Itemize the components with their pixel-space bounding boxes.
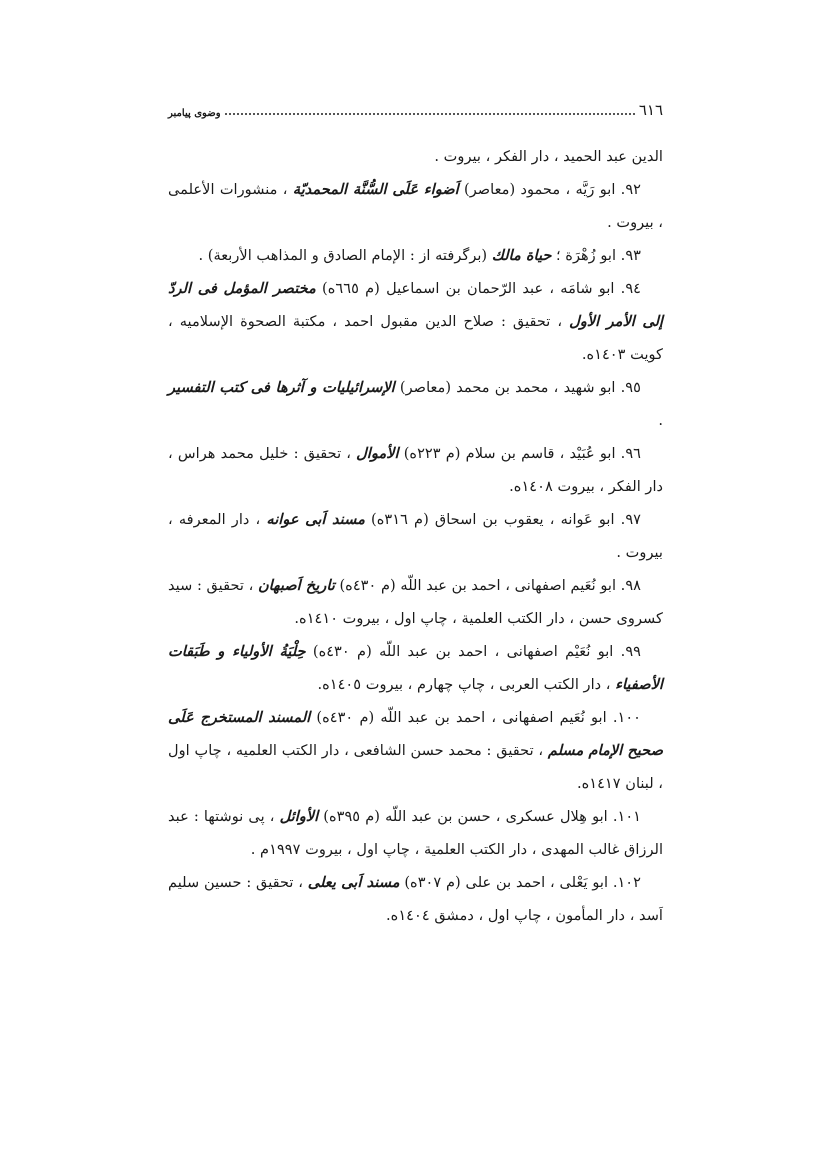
entry-book-title: مسند اَبی يعلى [307,874,400,891]
entry-details: ، تحقيق : محمد حسن الشافعی ، دار الكتب العلميه ، چاپ اول ، لبنان ۱٤۱۷ه. [168,742,663,792]
bibliography-entry [168,173,663,239]
bibliography-entry [168,569,663,635]
entry-details: ، دار المعرفه ، بيروت . [168,511,663,561]
entry-details: ، تحقيق : سيد كسروی حسن ، دار الكتب العلمية ، چاپ اول ، بيروت ۱٤۱۰ه. [168,577,663,627]
bibliography-entry [168,503,663,569]
bibliography-entry [168,800,663,866]
entry-text: ۹٤. ابو شامَه ، عبد الرّحمان بن اسماعيل (م ٦٦٥ه) [315,280,641,297]
entry-text: ۱۰۱. ابو هِلال عسكری ، حسن بن عبد اللّه (م ۳۹٥ه) [318,808,641,825]
bibliography-entry [168,437,663,503]
bibliography-entry [168,635,663,701]
leader-dots [225,113,635,115]
entry-text: ۹٥. ابو شهيد ، محمد بن محمد (معاصر) [394,379,641,396]
entry-details: ، منشورات الأعلمی ، بیروت . [168,181,663,231]
entry-details: ، تحقيق : حسين سليم اَسد ، دار المأمون ، چاپ اول ، دمشق ۱٤۰٤ه. [168,874,663,924]
entry-details: . [658,412,663,429]
entry-text: ۹۸. ابو نُعَيم اصفهانی ، احمد بن عبد اللّه (م ٤۳۰ه) [334,577,641,594]
bibliography-entry [168,866,663,932]
entry-book-title: اَضواء عَلَى السُّنَّة المحمديّة [292,181,459,198]
entry-text: ۹۹. ابو نُعَيْم اصفهانی ، احمد بن عبد اللّه (م ٤۳۰ه) [305,643,641,660]
page-number: ٦١٦ [638,101,663,119]
entry-text: ۱۰۲. ابو يَعْلى ، احمد بن علی (م ۳۰۷ه) [399,874,641,891]
entry-book-title: الأوائل [279,808,319,825]
entry-text: ۹۳. ابو زُهْرَة ؛ [551,247,641,264]
bibliography-entry [168,272,663,371]
entry-book-title: المسند المستخرج عَلَى صحيح الإمام مسلم [168,709,663,759]
entry-book-title: حِلْيَةُ الأولياء و طَبَقات الأصفياء [168,643,663,693]
running-title: وضوی پیامبر [168,108,221,119]
entry-text: ۱۰۰. ابو نُعَيم اصفهانی ، احمد بن عبد اللّه (م ٤۳۰ه) [310,709,642,726]
entry-book-title: مختصر المؤمل فی الردّ إلی الأمر الأول [168,280,663,330]
entry-book-title: الأموال [356,445,399,462]
entry-book-title: مسند اَبی عوانه [266,511,365,528]
bibliography-entry [168,371,663,437]
entry-book-title: تاريخ اَصبهان [257,577,335,594]
bibliography-entry-91-continuation [168,140,663,173]
entry-text: الدين عبد الحميد ، دار الفكر ، بيروت . [434,148,663,165]
bibliography-entry [168,239,663,272]
entry-details: ، پی نوشتها : عبد الرزاق غالب المهدی ، دار الكتب العلمية ، چاپ اول ، بيروت ۱۹۹۷م . [168,808,663,858]
entry-text: ۹۲. ابو رَيَّه ، محمود (معاصر) [458,181,642,198]
entry-text: ۹۷. ابو عَوانه ، يعقوب بن اسحاق (م ۳۱٦ه) [364,511,641,528]
entry-book-title: الإسرائيليات و آثرها فی كتب التفسير [168,379,395,396]
entry-details: ، تحقيق : صلاح الدين مقبول احمد ، مكتبة الصحوة الإسلاميه ، کویت ۱٤۰۳ه. [168,313,663,363]
bibliography-list [168,140,663,932]
entry-details: ، تحقيق : خليل محمد هراس ، دار الفكر ، بيروت ۱٤۰۸ه. [168,445,663,495]
entry-book-title: حياة مالك [491,247,552,264]
entry-details: ، دار الكتب العربی ، چاپ چهارم ، بيروت ۱٤۰٥ه. [317,676,616,693]
entry-text: ۹٦. ابو عُبَيْد ، قاسم بن سلام (م ۲۲۳ه) [398,445,642,462]
entry-details: (برگرفته از : الإمام الصادق و المذاهب الأربعة) . [198,247,492,264]
bibliography-entry [168,701,663,800]
running-header [168,97,663,119]
